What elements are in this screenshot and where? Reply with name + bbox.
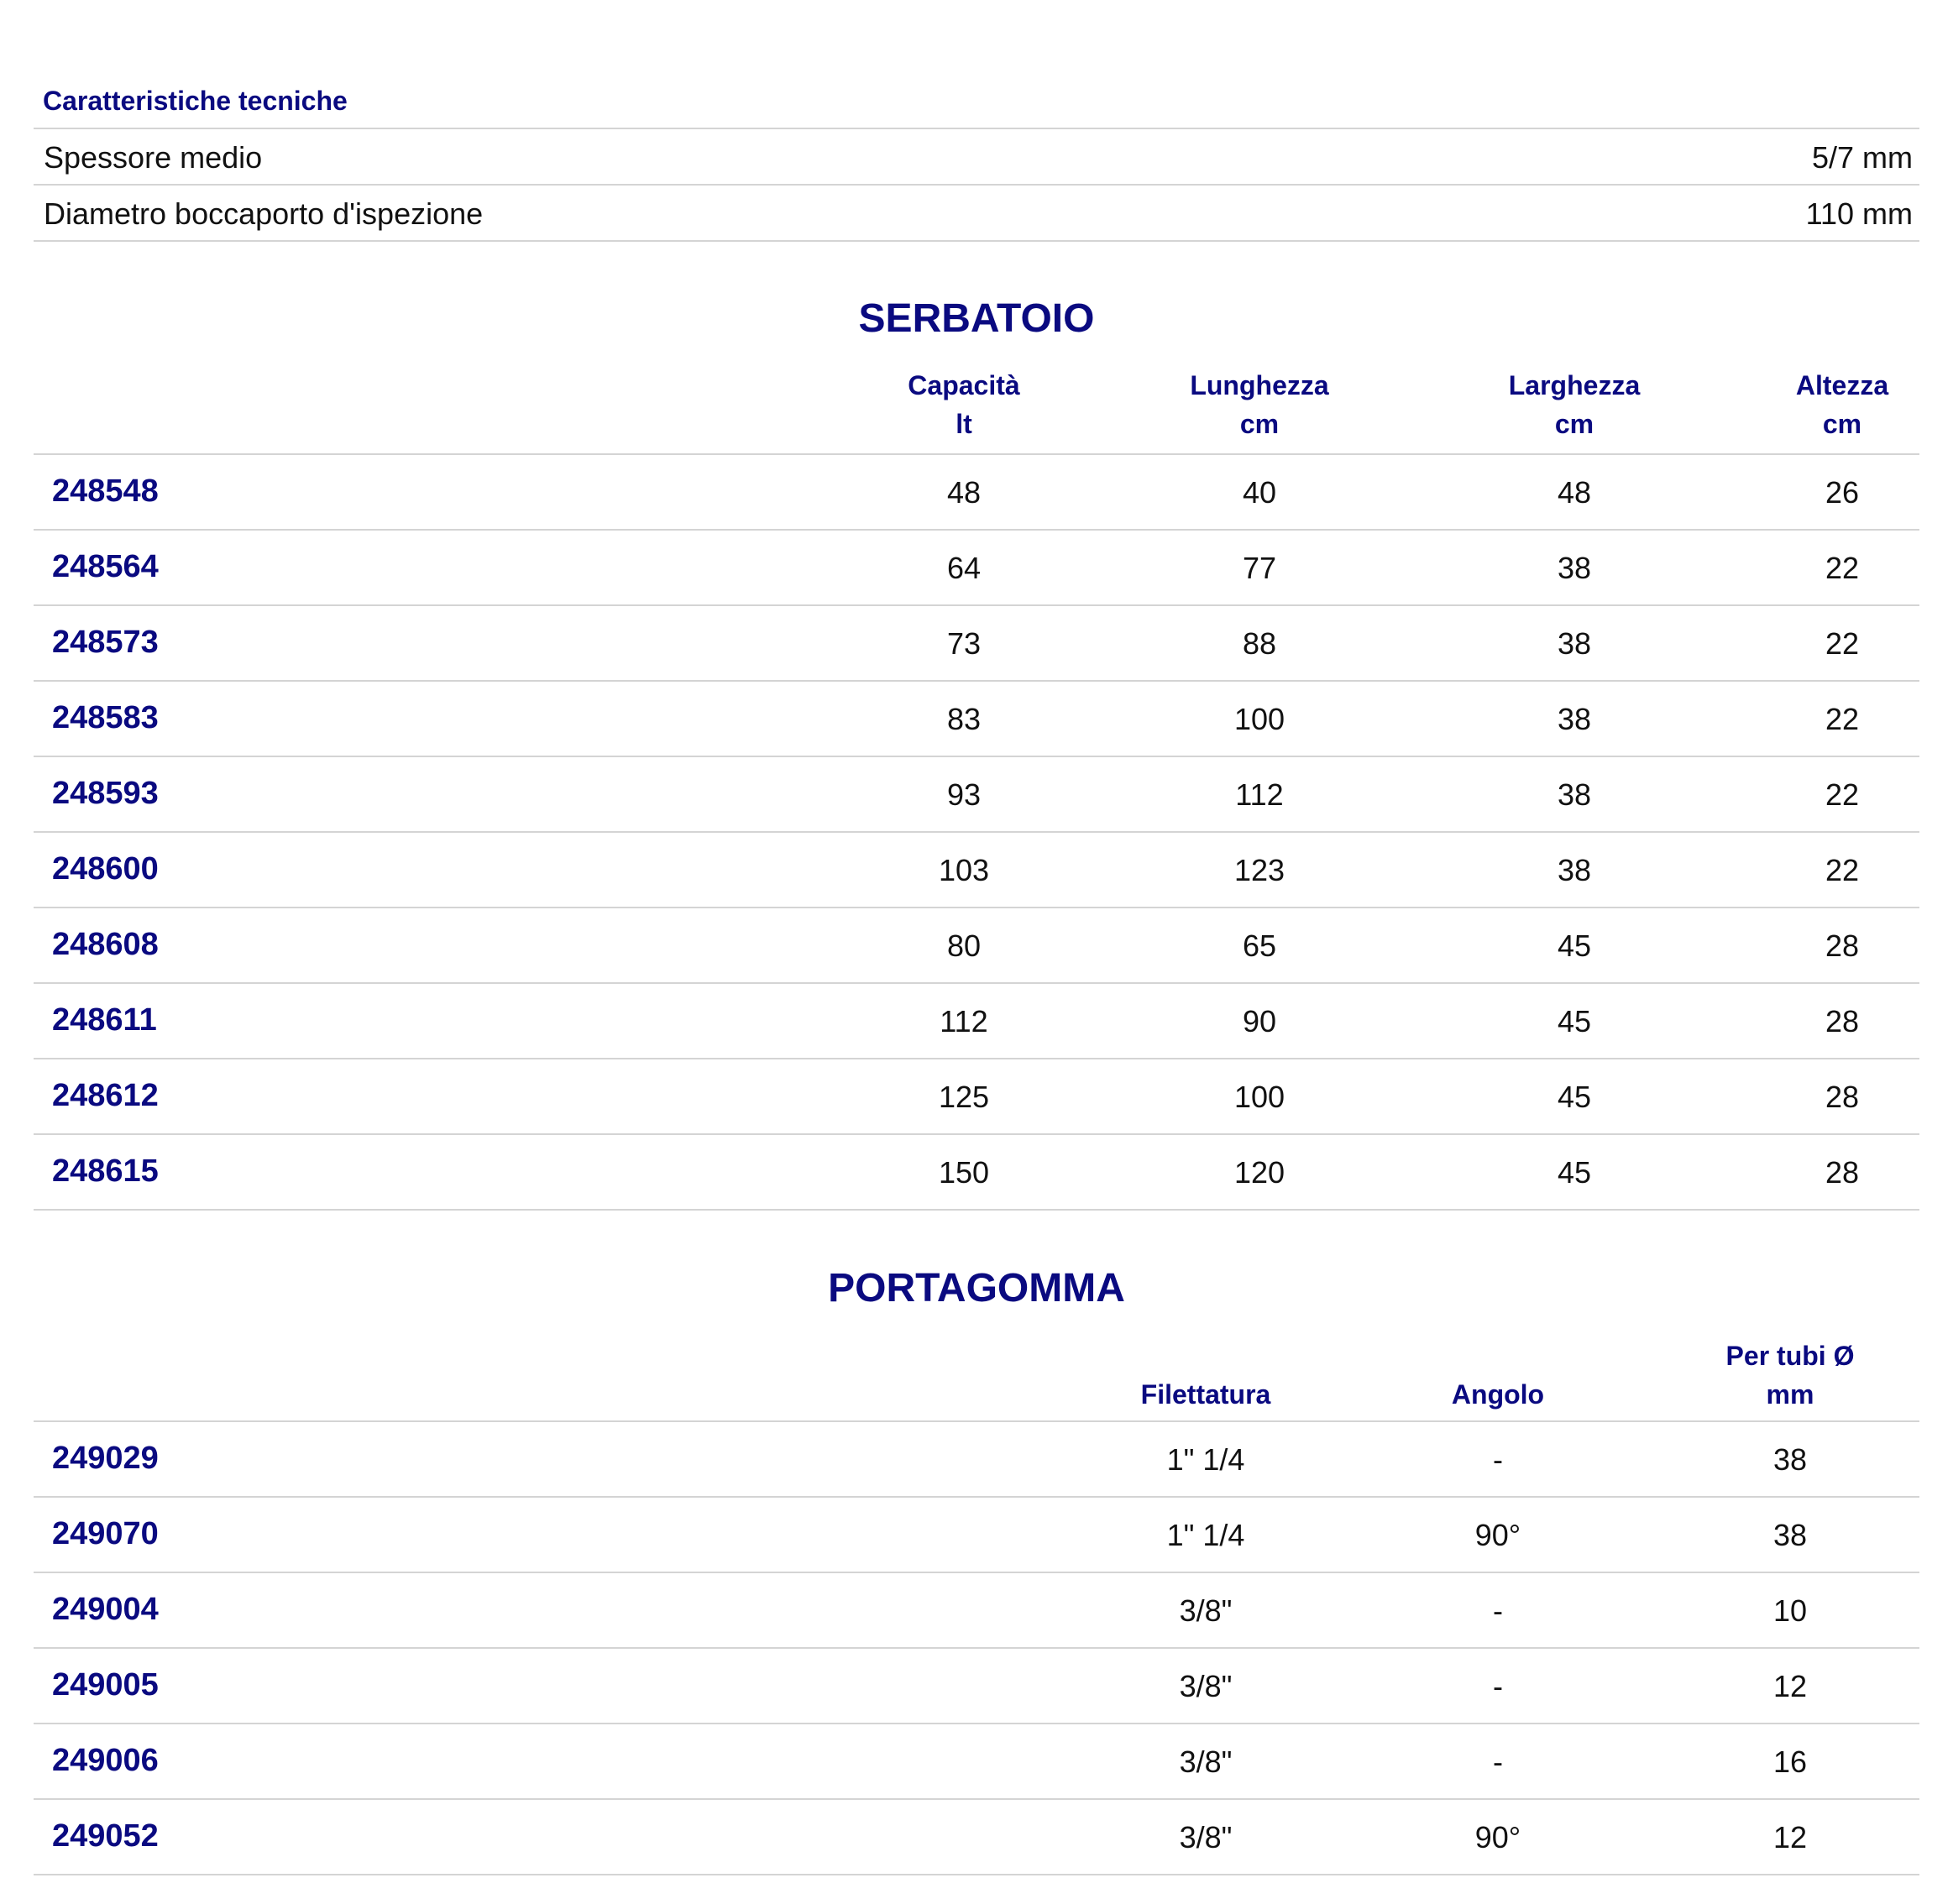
- spec-label: Diametro boccaporto d'ispezione: [44, 196, 484, 231]
- cell-fil: 1" 1/4: [1166, 1518, 1245, 1552]
- cell-alt: 28: [1825, 1004, 1860, 1038]
- cell-lun: 112: [1235, 777, 1284, 812]
- spec-row-thickness: [34, 128, 1919, 185]
- product-code: 249006: [52, 1743, 159, 1778]
- cell-alt: 22: [1825, 853, 1860, 887]
- cell-ang: 90°: [1474, 1518, 1521, 1552]
- product-code: 248573: [52, 625, 159, 660]
- header-angolo: Angolo: [1451, 1379, 1545, 1410]
- product-code: 249005: [52, 1667, 159, 1703]
- product-code: 249029: [52, 1441, 159, 1476]
- divider: [34, 1209, 1919, 1211]
- header-lunghezza: Lunghezza cm: [1190, 370, 1329, 439]
- table-row: [34, 1420, 1919, 1497]
- table-row: [34, 1647, 1919, 1724]
- table-row: [34, 680, 1919, 756]
- cell-lar: 45: [1557, 928, 1592, 963]
- table-row: [34, 907, 1919, 983]
- table-row: [34, 1058, 1919, 1134]
- cell-alt: 22: [1825, 551, 1860, 585]
- cell-tubi: 38: [1772, 1442, 1808, 1477]
- cell-lar: 45: [1557, 1080, 1592, 1114]
- product-code: 248593: [52, 776, 159, 811]
- cell-lun: 77: [1242, 551, 1277, 585]
- portagomma-title: PORTAGOMMA: [828, 1266, 1125, 1310]
- cell-lar: 38: [1557, 853, 1592, 887]
- cell-tubi: 10: [1772, 1593, 1808, 1628]
- cell-ang: -: [1493, 1442, 1503, 1477]
- cell-lar: 38: [1557, 626, 1592, 661]
- cell-alt: 28: [1825, 1080, 1860, 1114]
- cell-lun: 65: [1242, 928, 1277, 963]
- cell-cap: 48: [946, 475, 982, 510]
- cell-lar: 45: [1557, 1004, 1592, 1038]
- cell-lar: 48: [1557, 475, 1592, 510]
- cell-tubi: 12: [1772, 1820, 1808, 1854]
- cell-cap: 80: [946, 928, 982, 963]
- header-filettatura: Filettatura: [1140, 1379, 1271, 1410]
- cell-lun: 100: [1233, 702, 1285, 736]
- table-row: [34, 1723, 1919, 1799]
- divider: [34, 1874, 1919, 1875]
- cell-cap: 83: [946, 702, 982, 736]
- product-code: 248564: [52, 549, 159, 584]
- cell-ang: -: [1493, 1744, 1503, 1779]
- cell-lun: 88: [1242, 626, 1277, 661]
- cell-cap: 150: [938, 1155, 990, 1190]
- table-row: [34, 453, 1919, 530]
- cell-fil: 1" 1/4: [1166, 1442, 1245, 1477]
- spec-row-hatch-diameter: [34, 184, 1919, 241]
- cell-lar: 38: [1557, 551, 1592, 585]
- cell-ang: -: [1493, 1669, 1503, 1703]
- header-per-tubi: Per tubi Ø mm: [1725, 1341, 1855, 1410]
- table-row: [34, 831, 1919, 908]
- divider: [34, 240, 1919, 242]
- cell-alt: 28: [1825, 1155, 1860, 1190]
- product-code: 249004: [52, 1592, 159, 1627]
- cell-cap: 125: [938, 1080, 990, 1114]
- table-row: [34, 1572, 1919, 1648]
- cell-cap: 73: [946, 626, 982, 661]
- header-larghezza: Larghezza cm: [1508, 370, 1641, 439]
- cell-alt: 22: [1825, 702, 1860, 736]
- cell-lun: 100: [1233, 1080, 1285, 1114]
- cell-cap: 93: [946, 777, 982, 812]
- cell-tubi: 38: [1772, 1518, 1808, 1552]
- header-capacita: Capacità lt: [908, 370, 1020, 439]
- cell-alt: 22: [1825, 626, 1860, 661]
- cell-lun: 40: [1242, 475, 1277, 510]
- cell-cap: 103: [938, 853, 990, 887]
- cell-lun: 120: [1233, 1155, 1285, 1190]
- table-row: [34, 982, 1919, 1059]
- cell-tubi: 12: [1772, 1669, 1808, 1703]
- product-code: 248583: [52, 700, 159, 735]
- cell-lun: 123: [1233, 853, 1285, 887]
- product-code: 249070: [52, 1516, 159, 1551]
- cell-lun: 90: [1242, 1004, 1277, 1038]
- tech-section-title: Caratteristiche tecniche: [43, 86, 348, 116]
- cell-ang: -: [1493, 1593, 1503, 1628]
- cell-lar: 38: [1557, 702, 1592, 736]
- cell-lar: 38: [1557, 777, 1592, 812]
- cell-cap: 64: [946, 551, 982, 585]
- product-code: 248548: [52, 473, 159, 509]
- spec-label: Spessore medio: [44, 140, 263, 175]
- cell-ang: 90°: [1474, 1820, 1521, 1854]
- cell-lar: 45: [1557, 1155, 1592, 1190]
- cell-fil: 3/8": [1179, 1669, 1233, 1703]
- product-code: 248611: [52, 1002, 157, 1038]
- cell-alt: 26: [1825, 475, 1860, 510]
- table-row: [34, 1133, 1919, 1210]
- cell-cap: 112: [940, 1004, 988, 1038]
- table-row: [34, 604, 1919, 681]
- product-code: 248612: [52, 1078, 159, 1113]
- product-code: 248615: [52, 1153, 159, 1189]
- table-row: [34, 1798, 1919, 1875]
- cell-alt: 28: [1825, 928, 1860, 963]
- spec-value: 5/7 mm: [1811, 140, 1913, 175]
- table-row: [34, 1496, 1919, 1572]
- product-code: 248600: [52, 851, 159, 887]
- cell-alt: 22: [1825, 777, 1860, 812]
- spec-value: 110 mm: [1805, 196, 1913, 231]
- cell-tubi: 16: [1772, 1744, 1808, 1779]
- cell-fil: 3/8": [1179, 1593, 1233, 1628]
- cell-fil: 3/8": [1179, 1820, 1233, 1854]
- cell-fil: 3/8": [1179, 1744, 1233, 1779]
- product-code: 249052: [52, 1818, 159, 1854]
- table-row: [34, 756, 1919, 832]
- product-code: 248608: [52, 927, 159, 962]
- table-row: [34, 529, 1919, 605]
- header-altezza: Altezza cm: [1795, 370, 1889, 439]
- serbatoio-title: SERBATOIO: [858, 296, 1095, 341]
